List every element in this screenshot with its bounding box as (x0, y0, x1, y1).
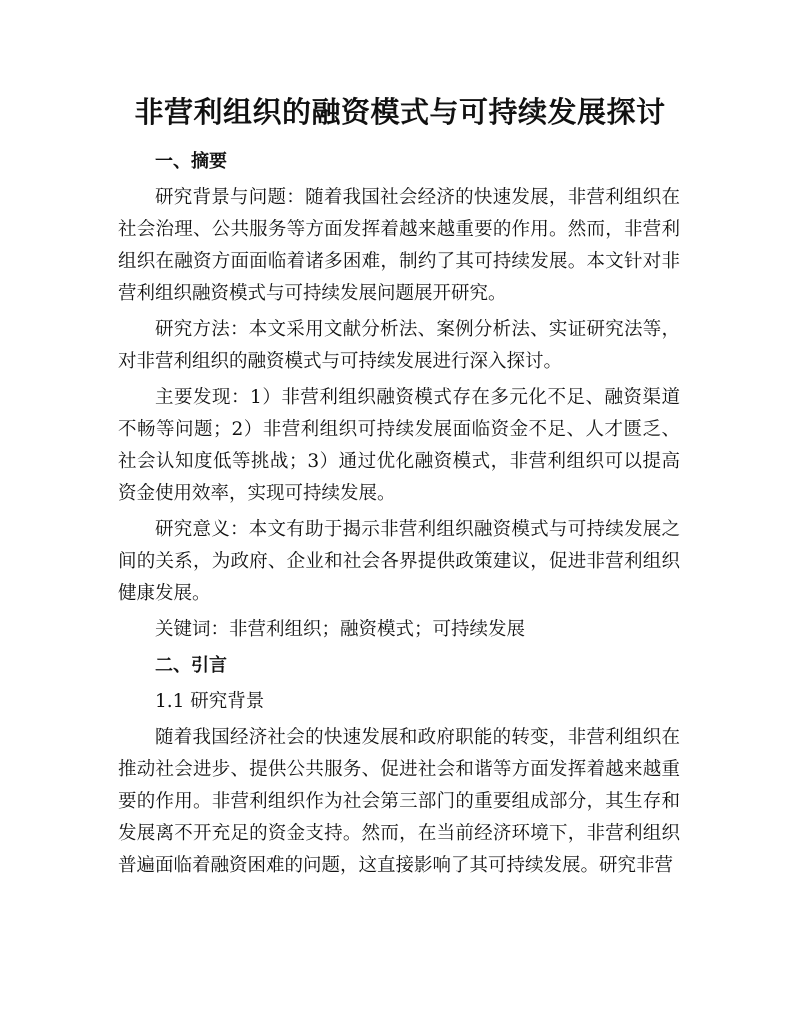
abstract-methods-paragraph: 研究方法：本文采用文献分析法、案例分析法、实证研究法等，对非营利组织的融资模式与可持续发展进行深入探讨。 (118, 319, 680, 372)
document-title: 非营利组织的融资模式与可持续发展探讨 (134, 95, 666, 129)
document-body (118, 146, 680, 886)
abstract-findings-paragraph: 主要发现：1）非营利组织融资模式存在多元化不足、融资渠道不畅等问题；2）非营利组织可持续发展面临资金不足、人才匮乏、社会认知度低等挑战；3）通过优化融资模式，非营利组织可以提高资金使用效率，实现可持续发展。 (118, 387, 680, 504)
introduction-paragraph: 随着我国经济社会的快速发展和政府职能的转变，非营利组织在推动社会进步、提供公共服务、促进社会和谐等方面发挥着越来越重要的作用。非营利组织作为社会第三部门的重要组成部分，其生存和发展离不开充足的资金支持。然而，在当前经济环境下，非营利组织普遍面临着融资困难的问题，这直接影响了其可持续发展。研究非营 (118, 727, 680, 876)
section-heading-abstract: 一、摘要 (155, 151, 227, 172)
keywords-line: 关键词：非营利组织；融资模式；可持续发展 (155, 619, 526, 640)
subsection-heading-research-background: 1.1 研究背景 (155, 691, 265, 712)
section-heading-introduction: 二、引言 (155, 655, 227, 676)
abstract-significance-paragraph: 研究意义：本文有助于揭示非营利组织融资模式与可持续发展之间的关系，为政府、企业和社会各界提供政策建议，促进非营利组织健康发展。 (118, 519, 680, 604)
abstract-background-paragraph: 研究背景与问题：随着我国社会经济的快速发展，非营利组织在社会治理、公共服务等方面发挥着越来越重要的作用。然而，非营利组织在融资方面面临着诸多困难，制约了其可持续发展。本文针对非营利组织融资模式与可持续发展问题展开研究。 (118, 187, 680, 304)
